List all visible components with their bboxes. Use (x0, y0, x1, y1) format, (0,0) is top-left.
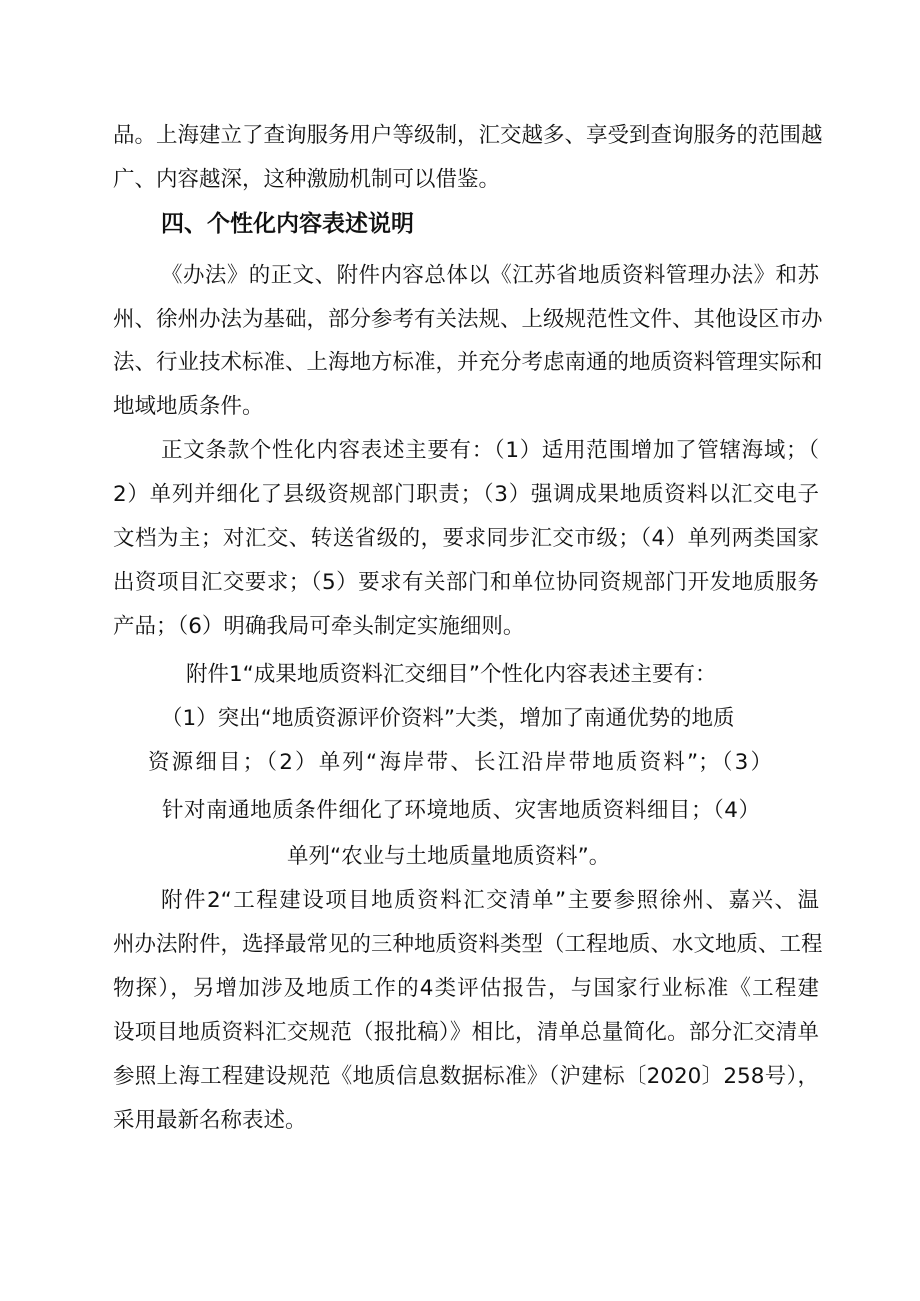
annex2-line-6: 采用最新名称表述。 (113, 1108, 307, 1133)
annex2-line-3: 物探），另增加涉及地质工作的4类评估报告，与国家行业标准《工程建 (113, 976, 819, 1001)
annex1-line-3: 资源细目；（2）单列“海岸带、长江沿岸带地质资料”；（3） (148, 750, 772, 775)
basis-line-2: 州、徐州办法为基础，部分参考有关法规、上级规范性文件、其他设区市办 (113, 307, 823, 332)
intro-line-1: 品。上海建立了查询服务用户等级制，汇交越多、享受到查询服务的范围越 (113, 123, 823, 148)
main-text-line-4: 出资项目汇交要求；（5）要求有关部门和单位协同资规部门开发地质服务 (113, 570, 819, 595)
main-text-line-2: 2）单列并细化了县级资规部门职责；（3）强调成果地质资料以汇交电子 (113, 482, 819, 507)
basis-line-4: 地域地质条件。 (113, 394, 264, 419)
annex2-line-2: 州办法附件，选择最常见的三种地质资料类型（工程地质、水文地质、工程 (113, 932, 823, 957)
main-text-line-3: 文档为主；对汇交、转送省级的，要求同步汇交市级；（4）单列两类国家 (113, 526, 819, 551)
annex1-line-1: 附件1“成果地质资料汇交细目”个性化内容表述主要有： (186, 662, 717, 687)
annex1-line-5: 单列“农业与土地质量地质资料”。 (287, 844, 611, 869)
basis-line-1: 《办法》的正文、附件内容总体以《江苏省地质资料管理办法》和苏 (161, 263, 819, 288)
intro-line-2: 广、内容越深，这种激励机制可以借鉴。 (113, 167, 501, 192)
annex2-line-1: 附件2“工程建设项目地质资料汇交清单”主要参照徐州、嘉兴、温 (161, 888, 819, 913)
annex2-line-5: 参照上海工程建设规范《地质信息数据标准》（沪建标〔2020〕258号）， (113, 1064, 819, 1089)
main-text-line-1: 正文条款个性化内容表述主要有：（1）适用范围增加了管辖海域；（ (161, 438, 819, 463)
main-text-line-5: 产品；（6）明确我局可牵头制定实施细则。 (113, 614, 525, 639)
annex1-line-2: （1）突出“地质资源评价资料”大类，增加了南通优势的地质 (161, 706, 735, 731)
section-heading: 四、个性化内容表述说明 (161, 211, 414, 237)
annex2-line-4: 设项目地质资料汇交规范（报批稿）》相比，清单总量简化。部分汇交清单 (113, 1020, 819, 1045)
annex1-line-4: 针对南通地质条件细化了环境地质、灾害地质资料细目；（4） (162, 798, 760, 823)
basis-line-3: 法、行业技术标准、上海地方标准，并充分考虑南通的地质资料管理实际和 (113, 350, 823, 375)
